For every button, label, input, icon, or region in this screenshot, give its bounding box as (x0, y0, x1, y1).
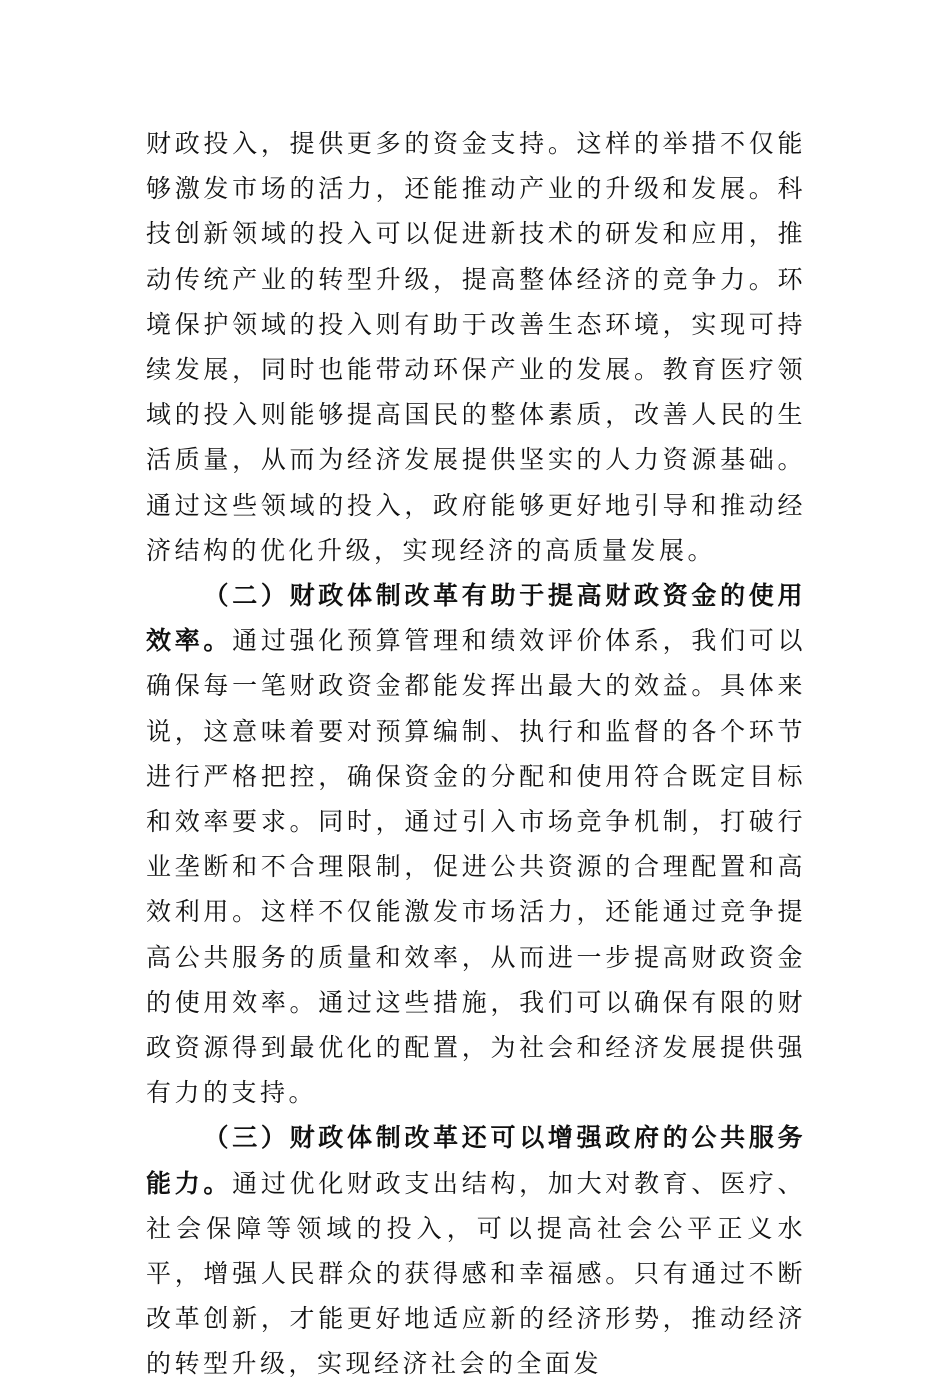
section-heading-3: （三）财政体制改革还可以增强政府的公共服务能力。 (146, 1123, 806, 1198)
paragraph-text: 通过优化财政支出结构，加大对教育、医疗、社会保障等领域的投入，可以提高社会公平正义水平，增强人民群众的获得感和幸福感。只有通过不断改革创新，才能更好地适应新的经济形势，推动经济的转型升级，实现经济社会的全面发 (146, 1168, 806, 1379)
paragraph-text: 通过强化预算管理和绩效评价体系，我们可以确保每一笔财政资金都能发挥出最大的效益。具体来说，这意味着要对预算编制、执行和监督的各个环节进行严格把控，确保资金的分配和使用符合既定目标和效率要求。同时，通过引入市场竞争机制，打破行业垄断和不合理限制，促进公共资源的合理配置和高效利用。这样不仅能激发市场活力，还能通过竞争提高公共服务的质量和效率，从而进一步提高财政资金的使用效率。通过这些措施，我们可以确保有限的财政资源得到最优化的配置，为社会和经济发展提供强有力的支持。 (146, 626, 806, 1108)
paragraph-text: 财政投入，提供更多的资金支持。这样的举措不仅能够激发市场的活力，还能推动产业的升级和发展。科技创新领域的投入可以促进新技术的研发和应用，推动传统产业的转型升级，提高整体经济的竞争力。环境保护领域的投入则有助于改善生态环境，实现可持续发展，同时也能带动环保产业的发展。教育医疗领域的投入则能够提高国民的整体素质，改善人民的生活质量，从而为经济发展提供坚实的人力资源基础。通过这些领域的投入，政府能够更好地引导和推动经济结构的优化升级，实现经济的高质量发展。 (146, 129, 806, 565)
body-paragraph-3 (146, 1115, 806, 1386)
body-paragraph-2 (146, 573, 806, 1115)
document-page (146, 121, 806, 1387)
section-heading-2: （二）财政体制改革有助于提高财政资金的使用效率。 (146, 581, 806, 656)
body-paragraph-1 (146, 121, 806, 573)
